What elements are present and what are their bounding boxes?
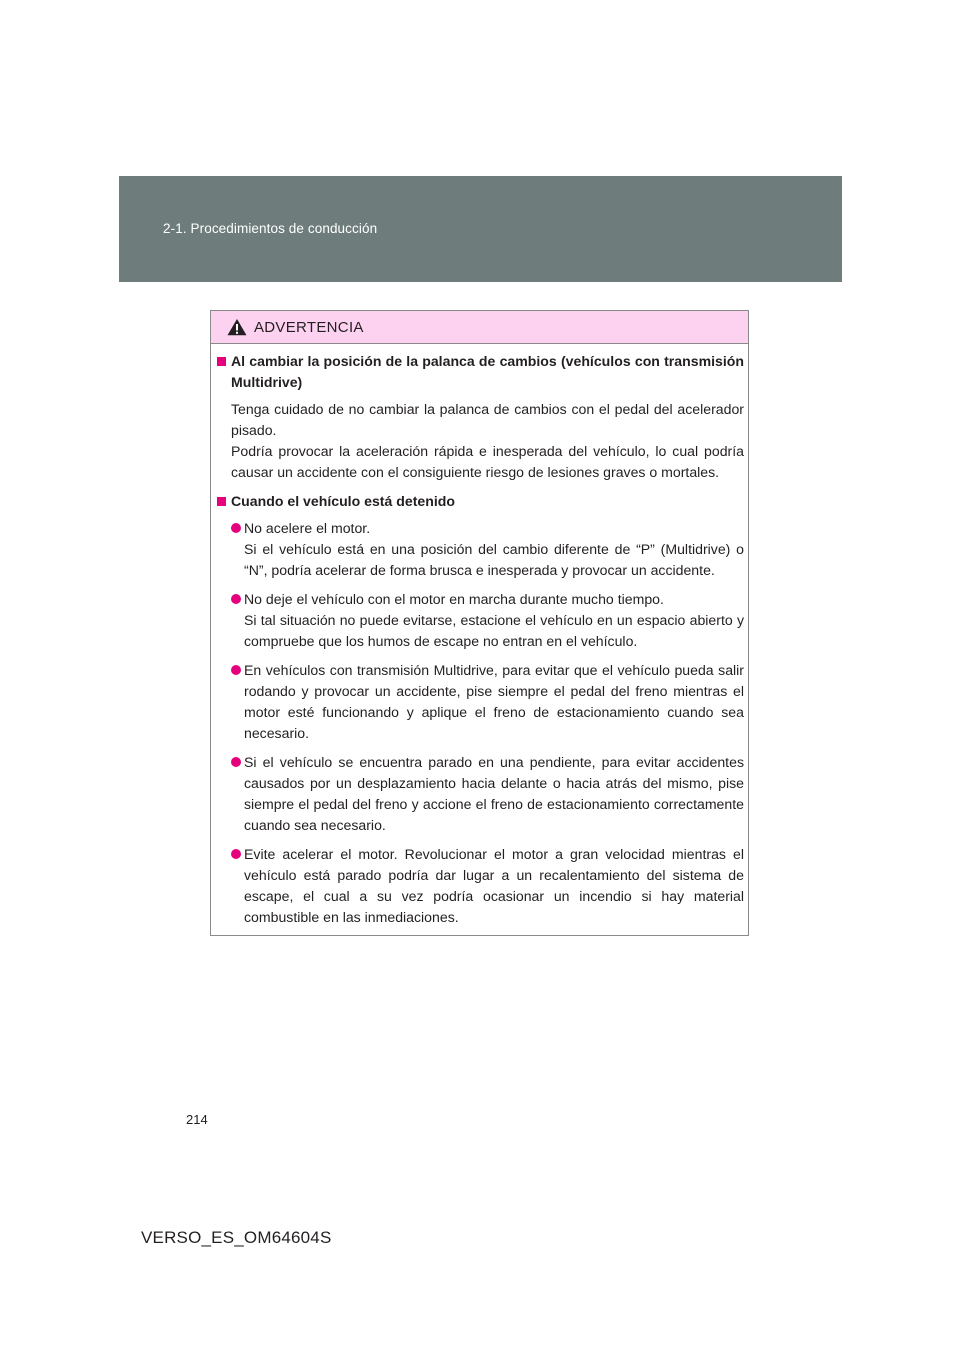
section-heading-text: Al cambiar la posición de la palanca de cambios (vehículos con transmisión Multidrive) <box>231 353 744 390</box>
list-item-lead: No deje el vehículo con el motor en marcha durante mucho tiempo. <box>244 591 664 607</box>
list-item <box>217 589 744 652</box>
warning-body <box>217 351 744 936</box>
section-heading-text: Cuando el vehículo está detenido <box>231 493 455 509</box>
section-title: 2-1. Procedimientos de conducción <box>163 221 378 236</box>
circle-bullet-icon <box>231 849 241 859</box>
circle-bullet-icon <box>231 523 241 533</box>
list-item <box>217 844 744 928</box>
square-bullet-icon <box>217 497 226 506</box>
list-item-lead: No acelere el motor. <box>244 520 371 536</box>
list-item <box>217 660 744 744</box>
square-bullet-icon <box>217 357 226 366</box>
section-header-band <box>119 176 842 282</box>
warning-box <box>210 310 749 936</box>
circle-bullet-icon <box>231 594 241 604</box>
warning-triangle-icon <box>227 318 247 336</box>
paragraph <box>217 399 744 483</box>
list-item-text: Si tal situación no puede evitarse, estacione el vehículo en un espacio abierto y compruebe que los humos de escape no entran en el vehículo. <box>244 612 744 649</box>
list-item-text: Evite acelerar el motor. Revolucionar el motor a gran velocidad mientras el vehículo está parado podría dar lugar a un recalentamiento del sistema de escape, el cual a su vez podría ocasionar un incendio si hay material combustible en las inmediaciones. <box>244 846 744 925</box>
section-heading <box>217 491 744 512</box>
list-item-text: En vehículos con transmisión Multidrive, para evitar que el vehículo pueda salir rodando y provocar un accidente, pise siempre el pedal del freno mientras el motor esté funcionando y aplique el freno de estacionamiento cuando sea necesario. <box>244 662 744 741</box>
section-heading <box>217 351 744 393</box>
warning-section-stopped <box>217 491 744 928</box>
warning-title: ADVERTENCIA <box>254 319 364 336</box>
document-code: VERSO_ES_OM64604S <box>141 1228 332 1247</box>
circle-bullet-icon <box>231 665 241 675</box>
list-item-text: Si el vehículo está en una posición del cambio diferente de “P” (Multidrive) o “N”, podría acelerar de forma brusca e inesperada y provocar un accidente. <box>244 541 744 578</box>
paragraph-line: Podría provocar la aceleración rápida e inesperada del vehículo, lo cual podría causar un accidente con el consiguiente riesgo de lesiones graves o mortales. <box>231 443 744 480</box>
circle-bullet-icon <box>231 757 241 767</box>
list-item <box>217 518 744 581</box>
warning-header <box>211 311 748 344</box>
list-item <box>217 752 744 836</box>
page-number: 214 <box>186 1112 208 1127</box>
warning-section-shifting <box>217 351 744 483</box>
paragraph-line: Tenga cuidado de no cambiar la palanca de cambios con el pedal del acelerador pisado. <box>231 401 744 438</box>
list-item-text: Si el vehículo se encuentra parado en una pendiente, para evitar accidentes causados por un desplazamiento hacia delante o hacia atrás del mismo, pise siempre el pedal del freno y accione el freno de estacionamiento correctamente cuando sea necesario. <box>244 754 744 833</box>
